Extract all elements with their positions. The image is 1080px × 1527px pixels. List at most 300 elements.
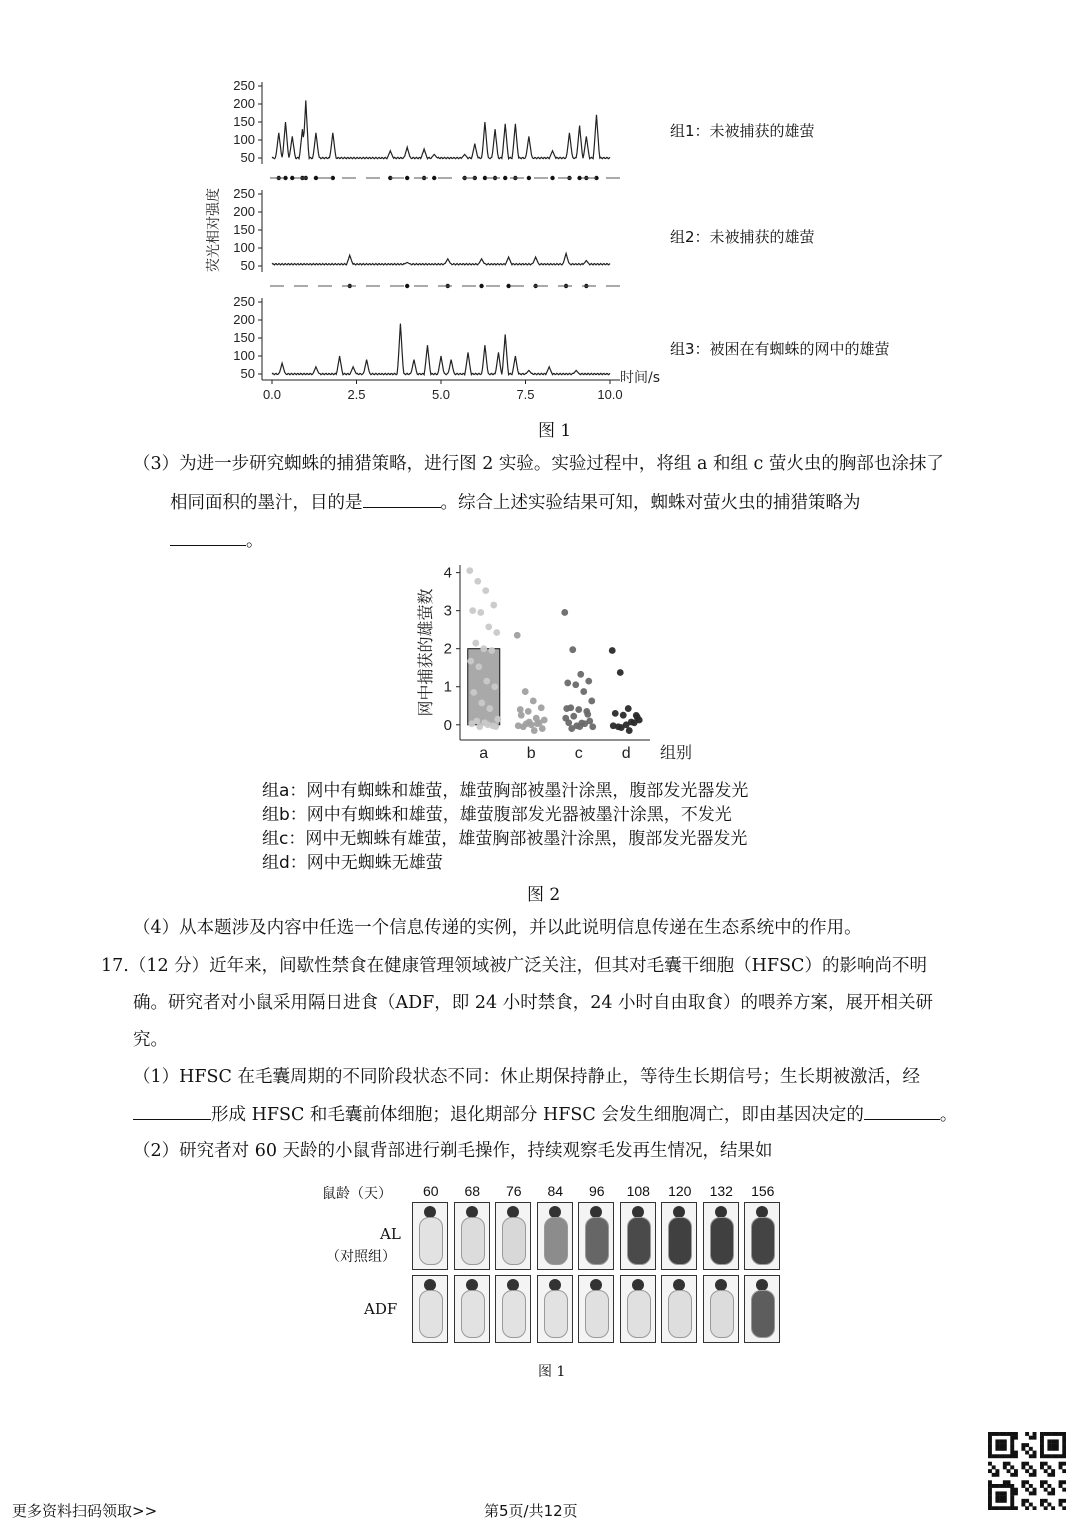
qr-module — [1007, 1454, 1011, 1458]
qr-module — [988, 1480, 992, 1484]
qr-module — [1055, 1443, 1059, 1447]
mouse-age-label: 68 — [464, 1183, 481, 1199]
qr-module — [1051, 1454, 1055, 1458]
fig1-flash-dot — [432, 176, 436, 180]
qr-module — [1044, 1480, 1048, 1484]
mouse-body — [419, 1290, 443, 1338]
qr-module — [988, 1469, 992, 1473]
q17-line3: 究。 — [133, 1030, 168, 1050]
qr-module — [1059, 1465, 1063, 1469]
qr-module — [999, 1495, 1003, 1499]
fig2-point-c — [580, 688, 587, 695]
qr-module — [1044, 1506, 1048, 1510]
mouse-photo — [620, 1275, 656, 1343]
fig2-point-a — [468, 720, 475, 727]
fig1-flash-dot — [577, 176, 581, 180]
qr-module — [1040, 1432, 1044, 1436]
qr-module — [1044, 1454, 1048, 1458]
fig2-point-b — [534, 720, 541, 727]
qr-module — [1003, 1506, 1007, 1510]
qr-module — [1062, 1432, 1066, 1436]
mouse-body — [585, 1290, 609, 1338]
qr-module — [1047, 1447, 1051, 1451]
qr-module — [999, 1499, 1003, 1503]
q3-answer-blank-2[interactable] — [170, 529, 246, 546]
qr-module — [1014, 1506, 1018, 1510]
fig1-flash-dot — [405, 284, 409, 288]
qr-module — [1014, 1454, 1018, 1458]
qr-module — [988, 1491, 992, 1495]
fig1-x-tick-label: 2.5 — [347, 387, 366, 402]
qr-module — [1021, 1480, 1025, 1484]
fig1-y-tick-label: 200 — [233, 96, 255, 111]
fig2-point-b — [531, 727, 538, 734]
qr-module — [1044, 1462, 1048, 1466]
fig2-y-tick-label: 3 — [443, 602, 452, 620]
fig2-point-a — [488, 647, 495, 654]
fig1-x-tick-label: 10.0 — [597, 387, 623, 402]
fig2-point-c — [584, 711, 591, 718]
fig1-y-tick-label: 150 — [233, 114, 255, 129]
fig1-y-tick-label: 100 — [233, 240, 255, 255]
qr-module — [1014, 1491, 1018, 1495]
qr-module — [1025, 1462, 1029, 1466]
qr-module — [988, 1436, 992, 1440]
qr-module — [1010, 1447, 1014, 1451]
qr-module — [1047, 1439, 1051, 1443]
qr-module — [999, 1454, 1003, 1458]
qr-module — [1059, 1503, 1063, 1507]
qr-module — [992, 1454, 996, 1458]
footer-scan-prompt[interactable]: 更多资料扫码领取>> — [12, 1502, 158, 1520]
qr-module — [1003, 1443, 1007, 1447]
qr-module — [1047, 1465, 1051, 1469]
fig1-trace-line — [272, 253, 610, 265]
qr-module — [1033, 1436, 1037, 1440]
fig2-x-tick-label: d — [621, 745, 631, 762]
fig2-point-d — [625, 705, 632, 712]
qr-module — [1062, 1436, 1066, 1440]
figure2-caption: 图 2 — [527, 885, 561, 905]
qr-module — [1003, 1462, 1007, 1466]
qr-module — [1047, 1454, 1051, 1458]
qr-module — [1010, 1484, 1014, 1488]
fig2-point-b — [538, 704, 545, 711]
mouse-row2-label: ADF — [364, 1300, 398, 1318]
fig1-flash-dot — [527, 176, 531, 180]
qr-module — [999, 1432, 1003, 1436]
qr-module — [1040, 1439, 1044, 1443]
fig2-point-b — [515, 722, 522, 729]
qr-module — [1010, 1503, 1014, 1507]
q3-line2a: 相同面积的墨汁，目的是 — [170, 493, 363, 513]
qr-module — [1014, 1432, 1018, 1436]
qr-module — [1047, 1443, 1051, 1447]
qr-module — [1062, 1462, 1066, 1466]
fig2-point-a — [493, 629, 500, 636]
fig2-point-b — [514, 632, 521, 639]
qr-module — [1014, 1469, 1018, 1473]
qr-module — [988, 1443, 992, 1447]
fig1-y-tick-label: 50 — [240, 366, 255, 381]
q17-line2: 确。研究者对小鼠采用隔日进食（ADF，即 24 小时禁食，24 小时自由取食）的喂养方案，展开相关研 — [133, 993, 934, 1013]
fig2-point-c — [570, 713, 577, 720]
qr-module — [1029, 1454, 1033, 1458]
qr-module — [1044, 1488, 1048, 1492]
fig2-legend-d: 组d：网中无蜘蛛无雄萤 — [262, 853, 443, 873]
qr-module — [1021, 1484, 1025, 1488]
fig1-flash-dot — [479, 284, 483, 288]
qr-module — [1003, 1432, 1007, 1436]
qr-module — [1025, 1469, 1029, 1473]
fig2-y-axis-label: 网中捕获的雄萤数 — [416, 588, 435, 717]
mouse-photo — [661, 1275, 697, 1343]
fig1-y-tick-label: 150 — [233, 330, 255, 345]
qr-code-icon[interactable] — [988, 1432, 1066, 1510]
qr-module — [995, 1473, 999, 1477]
q3-line2 — [170, 491, 861, 514]
qr-module — [1025, 1488, 1029, 1492]
qr-module — [988, 1447, 992, 1451]
fig2-point-c — [589, 723, 596, 730]
qr-module — [1025, 1443, 1029, 1447]
qr-module — [1055, 1439, 1059, 1443]
mouse-figure-caption: 图 1 — [538, 1364, 566, 1380]
qr-module — [1029, 1465, 1033, 1469]
fig2-point-c — [588, 698, 595, 705]
fig2-point-d — [626, 727, 633, 734]
mouse-figure — [320, 1180, 780, 1350]
fig2-x-tick-label: c — [574, 745, 583, 762]
fig1-y-tick-label: 250 — [233, 78, 255, 93]
qr-module — [1062, 1499, 1066, 1503]
qr-module — [1059, 1454, 1063, 1458]
fig2-point-b — [522, 688, 529, 695]
qr-module — [1033, 1469, 1037, 1473]
qr-module — [1025, 1432, 1029, 1436]
qr-module — [1040, 1484, 1044, 1488]
qr-module — [1014, 1436, 1018, 1440]
mouse-body — [710, 1217, 734, 1265]
fig1-y-tick-label: 250 — [233, 294, 255, 309]
qr-module — [1055, 1447, 1059, 1451]
qr-module — [988, 1454, 992, 1458]
qr-module — [1051, 1506, 1055, 1510]
qr-module — [1055, 1432, 1059, 1436]
qr-module — [1003, 1484, 1007, 1488]
fig2-point-b — [526, 719, 533, 726]
mouse-body — [544, 1290, 568, 1338]
fig2-point-b — [539, 725, 546, 732]
fig2-point-a — [469, 607, 476, 614]
fig2-point-c — [572, 681, 579, 688]
qr-module — [1062, 1451, 1066, 1455]
qr-module — [1062, 1443, 1066, 1447]
mouse-age-label: 76 — [505, 1183, 522, 1199]
qr-module — [1051, 1473, 1055, 1477]
q17-answer-blank-2[interactable] — [864, 1103, 940, 1120]
fig1-flash-dot — [290, 176, 294, 180]
q4-text: （4）从本题涉及内容中任选一个信息传递的实例，并以此说明信息传递在生态系统中的作用。 — [133, 918, 862, 938]
fig1-y-tick-label: 50 — [240, 150, 255, 165]
mouse-photo — [412, 1202, 448, 1270]
fig2-point-d — [609, 647, 616, 654]
q3-line2b: 。综合上述实验结果可知，蜘蛛对萤火虫的捕猎策略为 — [440, 493, 861, 513]
qr-module — [1051, 1447, 1055, 1451]
qr-module — [1029, 1484, 1033, 1488]
mouse-photo — [744, 1275, 780, 1343]
qr-module — [988, 1503, 992, 1507]
qr-module — [999, 1447, 1003, 1451]
qr-module — [1003, 1454, 1007, 1458]
qr-module — [995, 1432, 999, 1436]
qr-module — [1003, 1439, 1007, 1443]
qr-module — [1003, 1465, 1007, 1469]
qr-module — [988, 1439, 992, 1443]
fig1-panel3-label: 组3：被困在有蜘蛛的网中的雄萤 — [670, 340, 890, 358]
fig1-flash-dot — [503, 176, 507, 180]
mouse-age-header: 鼠龄（天） — [322, 1186, 392, 1202]
qr-module — [1040, 1499, 1044, 1503]
qr-module — [999, 1439, 1003, 1443]
fig2-point-c — [561, 609, 568, 616]
q3-line1: （3）为进一步研究蜘蛛的捕猎策略，进行图 2 实验。实验过程中，将组 a 和组 c 萤火虫的胸部也涂抹了 — [133, 454, 944, 474]
qr-module — [988, 1432, 992, 1436]
qr-module — [1007, 1462, 1011, 1466]
qr-module — [992, 1506, 996, 1510]
fig2-point-d — [634, 714, 641, 721]
qr-module — [995, 1491, 999, 1495]
fig2-point-a — [478, 700, 485, 707]
qr-module — [1040, 1465, 1044, 1469]
qr-module — [1062, 1480, 1066, 1484]
mouse-body — [461, 1290, 485, 1338]
qr-module — [1033, 1454, 1037, 1458]
qr-module — [1010, 1443, 1014, 1447]
qr-module — [992, 1473, 996, 1477]
mouse-age-label: 60 — [422, 1183, 439, 1199]
figure1-caption: 图 1 — [538, 421, 572, 441]
fig2-point-a — [486, 705, 493, 712]
qr-module — [1040, 1503, 1044, 1507]
fig2-y-tick-label: 2 — [443, 640, 452, 658]
mouse-photo — [537, 1275, 573, 1343]
mouse-body — [627, 1217, 651, 1265]
fig2-point-a — [480, 645, 487, 652]
mouse-body — [585, 1217, 609, 1265]
fig2-point-a — [494, 716, 501, 723]
mouse-age-label: 156 — [751, 1183, 775, 1199]
qr-module — [1059, 1480, 1063, 1484]
qr-module — [988, 1495, 992, 1499]
qr-module — [1014, 1473, 1018, 1477]
fig2-point-c — [569, 646, 576, 653]
mouse-age-label: 120 — [668, 1183, 692, 1199]
qr-module — [1044, 1499, 1048, 1503]
mouse-photo — [578, 1275, 614, 1343]
mouse-age-label: 84 — [547, 1183, 564, 1199]
qr-module — [1014, 1488, 1018, 1492]
qr-module — [1051, 1443, 1055, 1447]
qr-module — [995, 1495, 999, 1499]
fig1-y-tick-label: 100 — [233, 132, 255, 147]
qr-module — [988, 1499, 992, 1503]
qr-module — [999, 1443, 1003, 1447]
fig2-point-a — [483, 678, 490, 685]
fig2-legend-a: 组a：网中有蜘蛛和雄萤，雄萤胸部被墨汁涂黑，腹部发光器发光 — [262, 781, 749, 801]
fig1-y-axis-label: 荧光相对强度 — [206, 188, 222, 272]
qr-module — [1010, 1495, 1014, 1499]
figure2-chart — [405, 555, 735, 775]
fig2-y-tick-label: 4 — [443, 564, 452, 582]
qr-module — [1051, 1439, 1055, 1443]
qr-module — [995, 1499, 999, 1503]
qr-module — [1010, 1439, 1014, 1443]
fig1-x-tick-label: 0.0 — [262, 387, 282, 402]
mouse-body — [751, 1217, 775, 1265]
mouse-age-label: 132 — [709, 1183, 733, 1199]
qr-module — [988, 1506, 992, 1510]
mouse-photo — [620, 1202, 656, 1270]
mouse-body — [502, 1217, 526, 1265]
fig2-point-a — [475, 663, 482, 670]
fig2-point-a — [485, 623, 492, 630]
qr-module — [1047, 1473, 1051, 1477]
qr-module — [995, 1447, 999, 1451]
qr-module — [1055, 1454, 1059, 1458]
fig2-point-a — [482, 587, 489, 594]
mouse-body — [627, 1290, 651, 1338]
qr-module — [1044, 1469, 1048, 1473]
fig2-point-a — [484, 721, 491, 728]
qr-module — [1014, 1451, 1018, 1455]
qr-module — [1059, 1499, 1063, 1503]
fig2-point-a — [472, 640, 479, 647]
qr-module — [1033, 1451, 1037, 1455]
qr-module — [1007, 1506, 1011, 1510]
qr-module — [999, 1484, 1003, 1488]
fig2-point-d — [617, 669, 624, 676]
fig1-flash-dot — [550, 176, 554, 180]
qr-module — [1062, 1447, 1066, 1451]
qr-module — [992, 1465, 996, 1469]
fig2-point-a — [491, 683, 498, 690]
fig2-point-c — [568, 725, 575, 732]
fig1-y-tick-label: 250 — [233, 186, 255, 201]
fig1-y-tick-label: 100 — [233, 348, 255, 363]
qr-module — [1040, 1454, 1044, 1458]
fig2-point-c — [577, 671, 584, 678]
qr-module — [1051, 1469, 1055, 1473]
qr-module — [1003, 1491, 1007, 1495]
qr-module — [1029, 1436, 1033, 1440]
qr-module — [1003, 1480, 1007, 1484]
qr-module — [1033, 1473, 1037, 1477]
qr-module — [1051, 1432, 1055, 1436]
fig1-x-tick-label: 7.5 — [516, 387, 535, 402]
qr-module — [1025, 1506, 1029, 1510]
mouse-photo — [454, 1275, 490, 1343]
mouse-photo — [495, 1275, 531, 1343]
qr-module — [999, 1491, 1003, 1495]
qr-module — [995, 1484, 999, 1488]
qr-module — [1062, 1439, 1066, 1443]
qr-module — [1059, 1432, 1063, 1436]
fig2-x-tick-label: a — [479, 745, 489, 762]
qr-module — [1010, 1432, 1014, 1436]
qr-module — [1021, 1465, 1025, 1469]
fig2-point-b — [525, 708, 532, 715]
fig2-point-c — [564, 680, 571, 687]
qr-module — [988, 1462, 992, 1466]
fig2-y-tick-label: 0 — [443, 716, 452, 734]
q3-answer-blank-1[interactable] — [363, 491, 441, 508]
fig2-legend-b: 组b：网中有蜘蛛和雄萤，雄萤腹部发光器被墨汁涂黑，不发光 — [262, 805, 732, 825]
qr-module — [1007, 1484, 1011, 1488]
qr-module — [1010, 1465, 1014, 1469]
qr-module — [1029, 1473, 1033, 1477]
q17-sub1-line2b: 。 — [939, 1105, 958, 1125]
fig1-trace-line — [272, 100, 610, 158]
mouse-body — [461, 1217, 485, 1265]
qr-module — [1059, 1462, 1063, 1466]
fig1-x-tick-label: 5.0 — [431, 387, 451, 402]
qr-module — [995, 1469, 999, 1473]
mouse-body — [710, 1290, 734, 1338]
qr-module — [1029, 1491, 1033, 1495]
fig2-y-tick-label: 1 — [443, 678, 452, 696]
qr-module — [1047, 1484, 1051, 1488]
fig2-point-a — [476, 723, 483, 730]
fig1-y-tick-label: 200 — [233, 204, 255, 219]
mouse-body — [668, 1217, 692, 1265]
fig2-point-a — [477, 609, 484, 616]
fig2-point-c — [575, 706, 582, 713]
qr-module — [1007, 1480, 1011, 1484]
qr-module — [1010, 1473, 1014, 1477]
mouse-row1-label: AL — [380, 1225, 401, 1243]
fig2-point-c — [576, 723, 583, 730]
qr-module — [999, 1506, 1003, 1510]
fig2-point-b — [530, 698, 537, 705]
fig1-flash-dot — [405, 176, 409, 180]
fig1-x-axis-label: 时间/s — [620, 370, 661, 386]
qr-module — [992, 1432, 996, 1436]
qr-module — [1059, 1484, 1063, 1488]
qr-module — [1044, 1432, 1048, 1436]
fig2-point-d — [610, 722, 617, 729]
fig2-point-a — [492, 723, 499, 730]
q17-answer-blank-1[interactable] — [133, 1103, 211, 1120]
qr-module — [995, 1506, 999, 1510]
qr-module — [1021, 1447, 1025, 1451]
qr-module — [1047, 1503, 1051, 1507]
mouse-photo — [661, 1202, 697, 1270]
mouse-photo — [537, 1202, 573, 1270]
mouse-age-label: 96 — [588, 1183, 605, 1199]
fig2-point-d — [620, 712, 627, 719]
fig2-point-d — [618, 724, 625, 731]
qr-module — [1010, 1451, 1014, 1455]
mouse-photo — [454, 1202, 490, 1270]
qr-module — [1040, 1462, 1044, 1466]
qr-module — [1010, 1488, 1014, 1492]
qr-module — [1010, 1454, 1014, 1458]
fig2-point-a — [490, 602, 497, 609]
qr-module — [995, 1454, 999, 1458]
qr-module — [1021, 1443, 1025, 1447]
mouse-photo — [703, 1275, 739, 1343]
